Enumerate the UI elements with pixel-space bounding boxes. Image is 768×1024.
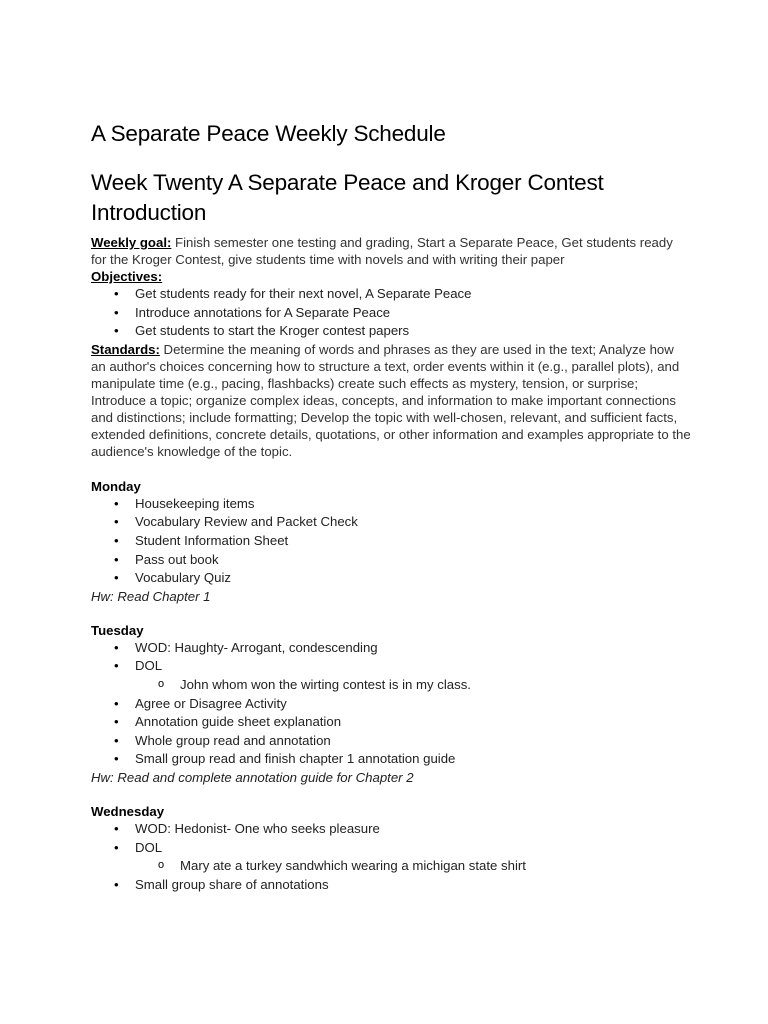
list-item: • DOL — [91, 839, 691, 858]
document-title: A Separate Peace Weekly Schedule — [91, 121, 446, 146]
wednesday-list-b — [91, 876, 691, 895]
list-item: • Annotation guide sheet explanation — [91, 713, 691, 732]
list-item: • Vocabulary Quiz — [91, 569, 691, 588]
list-item: • Small group share of annotations — [91, 876, 691, 895]
monday-list — [91, 495, 691, 588]
sub-list-item: o Mary ate a turkey sandwhich wearing a michigan state shirt — [91, 857, 691, 876]
standards-paragraph — [91, 341, 691, 460]
list-item: • WOD: Hedonist- One who seeks pleasure — [91, 820, 691, 839]
sub-list-item: o John whom won the wirting contest is in my class. — [91, 676, 691, 695]
list-item: • Get students to start the Kroger contest papers — [91, 322, 691, 341]
standards-label: Standards: — [91, 341, 160, 357]
standards-text: Determine the meaning of words and phrases as they are used in the text; Analyze how an author's choices concerning how to structure a text, order events within it (e.g., parallel plots), and manipulate time (e.g., pacing, flashbacks) create such effects as mystery, tension, or surprise; Introduce a topic; organize complex ideas, concepts, and information to make important connections and distinctions; include formatting; Develop the topic with well-chosen, relevant, and sufficient facts, extended definitions, concrete details, quotations, or other information and examples appropriate to the audience's knowledge of the topic. — [91, 341, 691, 459]
document-body — [91, 234, 691, 894]
list-item: • Agree or Disagree Activity — [91, 695, 691, 714]
weekly-goal-text: Finish semester one testing and grading, Start a Separate Peace, Get students ready for the Kroger Contest, give students time with novels and with writing their paper — [91, 235, 673, 267]
list-item: • Introduce annotations for A Separate Peace — [91, 304, 691, 323]
list-item: • Pass out book — [91, 551, 691, 570]
objectives-list — [91, 285, 691, 341]
tuesday-list-a — [91, 639, 691, 676]
list-item: • DOL — [91, 657, 691, 676]
objectives-heading — [91, 268, 691, 285]
list-item: • Whole group read and annotation — [91, 732, 691, 751]
wednesday-list-a — [91, 820, 691, 857]
monday-homework: Hw: Read Chapter 1 — [91, 588, 211, 604]
wednesday-dol-sublist — [91, 857, 691, 876]
list-item: • WOD: Haughty- Arrogant, condescending — [91, 639, 691, 658]
weekly-goal-label: Weekly goal: — [91, 235, 172, 250]
tuesday-heading: Tuesday — [91, 622, 144, 638]
weekly-goal-paragraph — [91, 234, 691, 268]
tuesday-homework: Hw: Read and complete annotation guide for Chapter 2 — [91, 769, 414, 785]
list-item: • Student Information Sheet — [91, 532, 691, 551]
monday-heading: Monday — [91, 478, 141, 494]
document-page — [91, 118, 691, 894]
tuesday-list-b — [91, 695, 691, 769]
objectives-label: Objectives: — [91, 269, 163, 284]
list-item: • Small group read and finish chapter 1 annotation guide — [91, 750, 691, 769]
week-title: Week Twenty A Separate Peace and Kroger Contest Introduction — [91, 170, 604, 225]
tuesday-dol-sublist — [91, 676, 691, 695]
wednesday-heading: Wednesday — [91, 803, 165, 819]
list-item: • Vocabulary Review and Packet Check — [91, 513, 691, 532]
list-item: • Get students ready for their next novel, A Separate Peace — [91, 285, 691, 304]
list-item: • Housekeeping items — [91, 495, 691, 514]
